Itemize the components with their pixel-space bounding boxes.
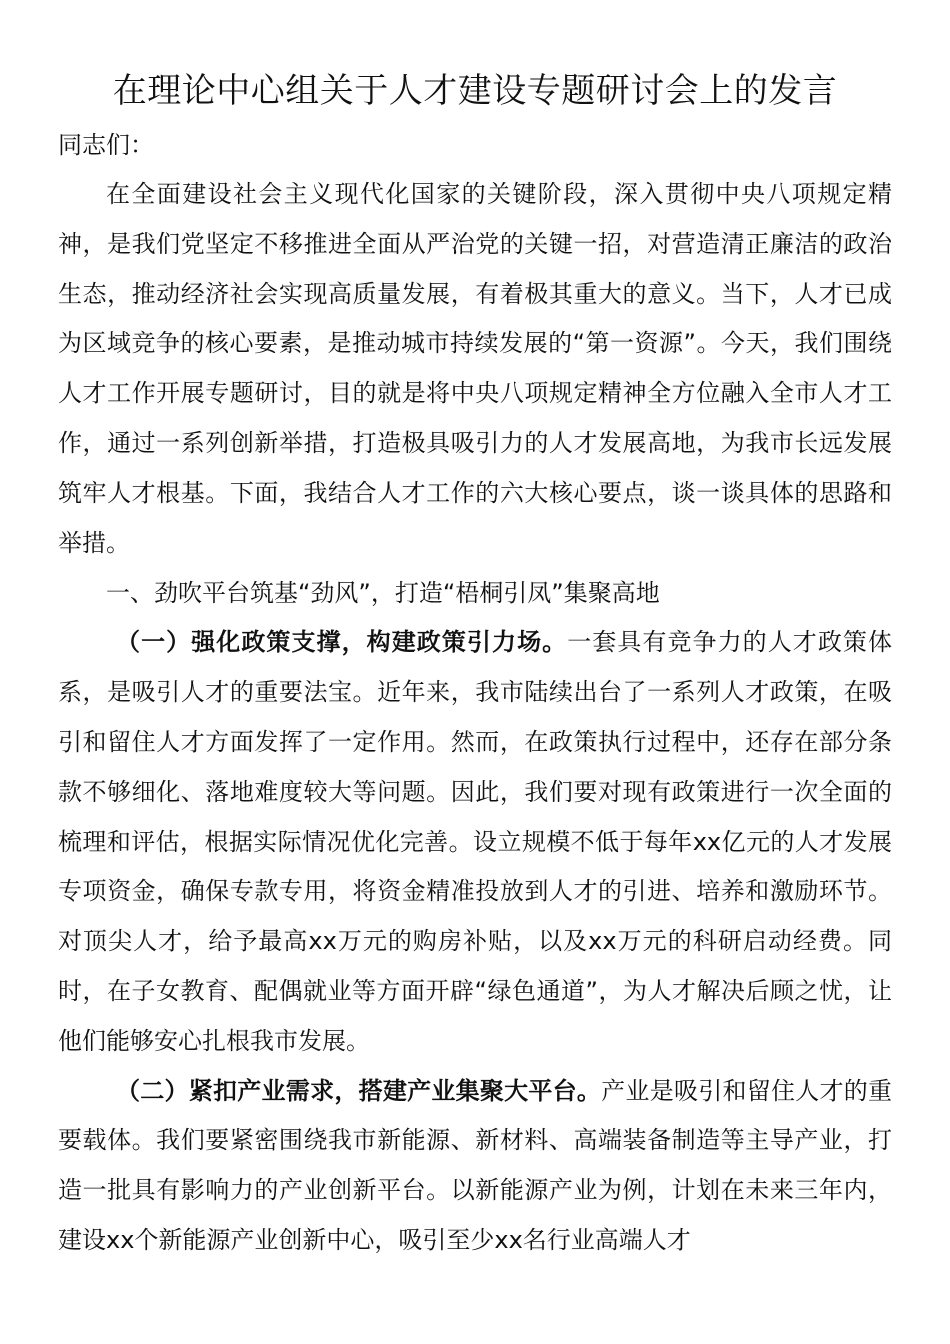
item-2-lead: （二）紧扣产业需求，搭建产业集聚大平台。 [116, 1076, 602, 1105]
item-1-body: 一套具有竞争力的人才政策体系，是吸引人才的重要法宝。近年来，我市陆续出台了一系列人才政策，在吸引和留住人才方面发挥了一定作用。然而，在政策执行过程中，还存在部分条款不够细化、落地难度较大等问题。因此，我们要对现有政策进行一次全面的梳理和评估，根据实际情况优化完善。设立规模不低于每年xx亿元的人才发展专项资金，确保专款专用，将资金精准投放到人才的引进、培养和激励环节。对顶尖人才，给予最高xx万元的购房补贴，以及xx万元的科研启动经费。同时，在子女教育、配偶就业等方面开辟“绿色通道”，为人才解决后顾之忧，让他们能够安心扎根我市发展。 [58, 628, 893, 1055]
salutation: 同志们： [58, 131, 154, 159]
item-1-lead: （一）强化政策支撑，构建政策引力场。 [116, 628, 568, 657]
intro-paragraph: 在全面建设社会主义现代化国家的关键阶段，深入贯彻中央八项规定精神，是我们党坚定不移推进全面从严治党的关键一招，对营造清正廉洁的政治生态，推动经济社会实现高质量发展，有着极其重大的意义。当下，人才已成为区域竞争的核心要素，是推动城市持续发展的“第一资源”。今天，我们围绕人才工作开展专题研讨，目的就是将中央八项规定精神全方位融入全市人才工作，通过一系列创新举措，打造极具吸引力的人才发展高地，为我市长远发展筑牢人才根基。下面，我结合人才工作的六大核心要点，谈一谈具体的思路和举措。 [58, 180, 892, 557]
section-1-item-2 [58, 1067, 892, 1266]
item-2-body: 产业是吸引和留住人才的重要载体。我们要紧密围绕我市新能源、新材料、高端装备制造等主导产业，打造一批具有影响力的产业创新平台。以新能源产业为例，计划在未来三年内，建设xx个新能源产业创新中心，吸引至少xx名行业高端人才 [58, 1076, 893, 1254]
section-heading-1: 一、劲吹平台筑基“劲风”，打造“梧桐引凤”集聚高地 [106, 579, 660, 608]
section-1-item-1 [58, 618, 892, 1066]
document-title: 在理论中心组关于人才建设专题研讨会上的发言 [112, 71, 838, 111]
